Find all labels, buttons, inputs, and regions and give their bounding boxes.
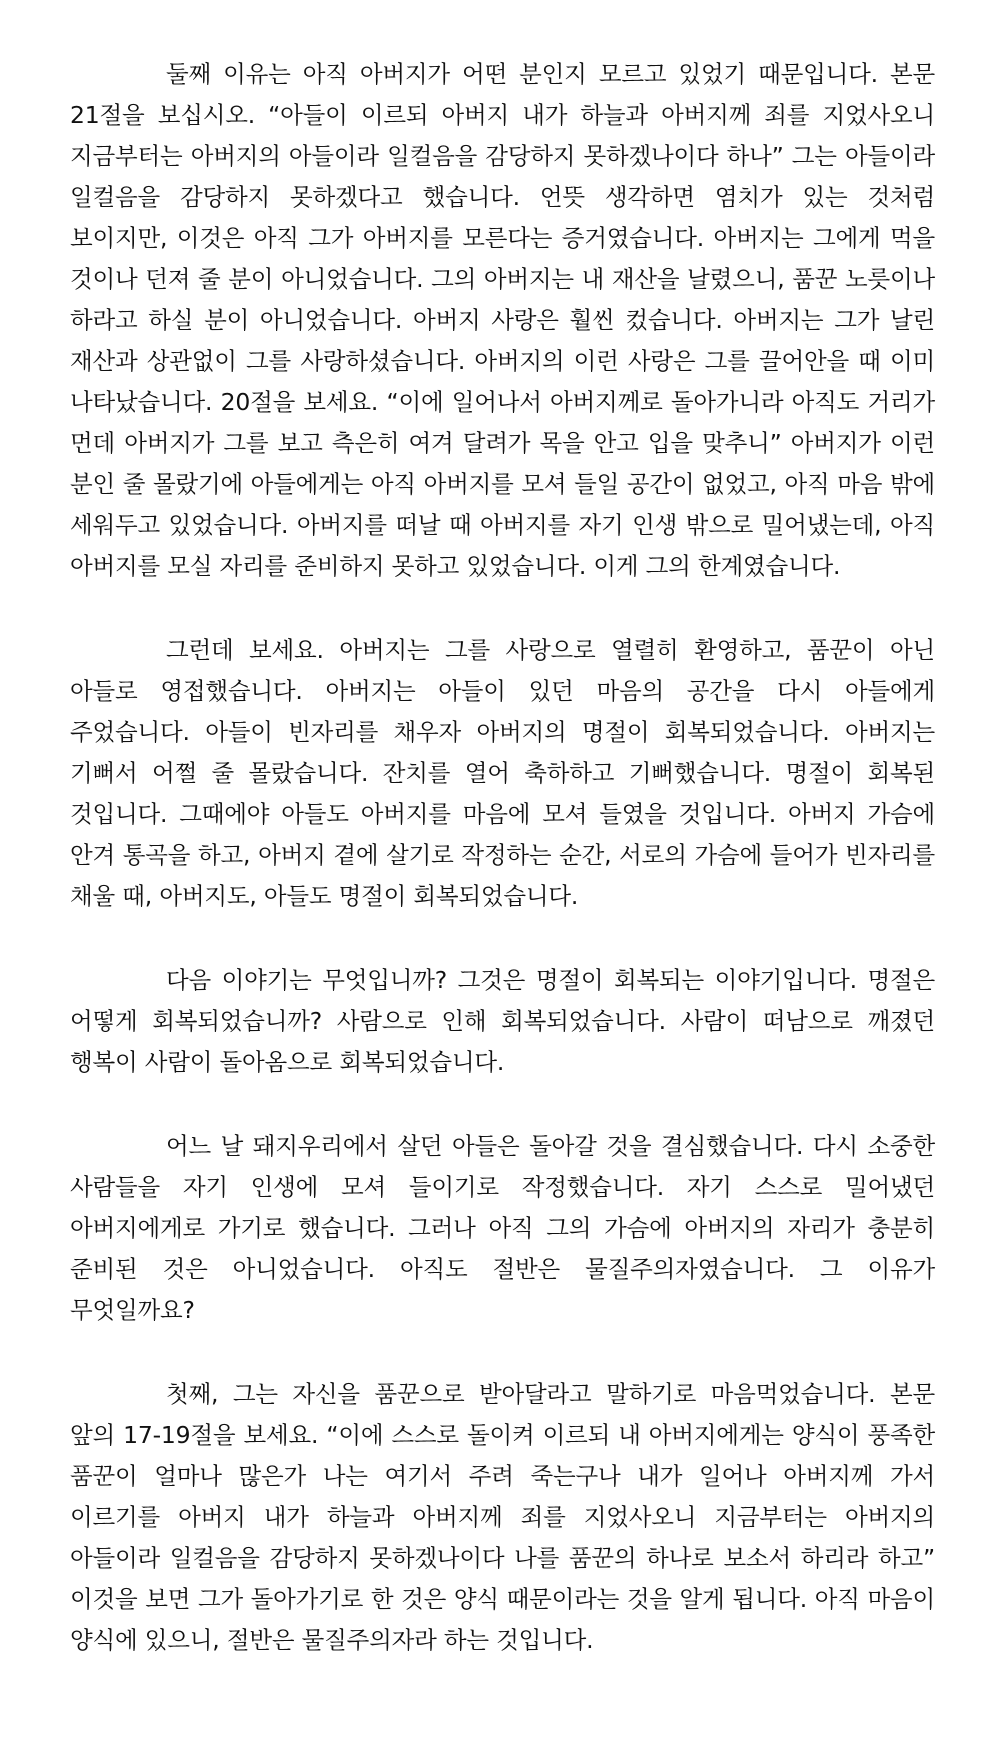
paragraph-1: 둘째 이유는 아직 아버지가 어떤 분인지 모르고 있었기 때문입니다. 본문 21절을 보십시오. “아들이 이르되 아버지 내가 하늘과 아버지께 죄를 지었사오니 지금부터는 아버지의 아들이라 일컬음을 감당하지 못하겠나이다 하나” 그는 아들이라 일컬음을 감당하지 못하겠다고 했습니다. 언뜻 생각하면 염치가 있는 것처럼 보이지만, 이것은 아직 그가 아버지를 모른다는 증거였습니다. 아버지는 그에게 먹을 것이나 던져 줄 분이 아니었습니다. 그의 아버지는 내 재산을 날렸으니, 품꾼 노릇이나 하라고 하실 분이 아니었습니다. 아버지 사랑은 훨씬 컸습니다. 아버지는 그가 날린 재산과 상관없이 그를 사랑하셨습니다. 아버지의 이런 사랑은 그를 끌어안을 때 이미 나타났습니다. 20절을 보세요. “이에 일어나서 아버지께로 돌아가니라 아직도 거리가 먼데 아버지가 그를 보고 측은히 여겨 달려가 목을 안고 입을 맞추니” 아버지가 이런 분인 줄 몰랐기에 아들에게는 아직 아버지를 모셔 들일 공간이 없었고, 아직 마음 밖에 세워두고 있었습니다. 아버지를 떠날 때 아버지를 자기 인생 밖으로 밀어냈는데, 아직 아버지를 모실 자리를 준비하지 못하고 있었습니다. 이게 그의 한계였습니다. [70, 60, 935, 580]
document-page [70, 54, 935, 1661]
paragraph-3: 다음 이야기는 무엇입니까? 그것은 명절이 회복되는 이야기입니다. 명절은 어떻게 회복되었습니까? 사람으로 인해 회복되었습니다. 사람이 떠남으로 깨졌던 행복이 사람이 돌아옴으로 회복되었습니다. [70, 966, 935, 1076]
paragraph-2: 그런데 보세요. 아버지는 그를 사랑으로 열렬히 환영하고, 품꾼이 아닌 아들로 영접했습니다. 아버지는 아들이 있던 마음의 공간을 다시 아들에게 주었습니다. 아들이 빈자리를 채우자 아버지의 명절이 회복되었습니다. 아버지는 기뻐서 어쩔 줄 몰랐습니다. 잔치를 열어 축하하고 기뻐했습니다. 명절이 회복된 것입니다. 그때에야 아들도 아버지를 마음에 모셔 들였을 것입니다. 아버지 가슴에 안겨 통곡을 하고, 아버지 곁에 살기로 작정하는 순간, 서로의 가슴에 들어가 빈자리를 채울 때, 아버지도, 아들도 명절이 회복되었습니다. [70, 636, 935, 910]
paragraph-5: 첫째, 그는 자신을 품꾼으로 받아달라고 말하기로 마음먹었습니다. 본문 앞의 17-19절을 보세요. “이에 스스로 돌이켜 이르되 내 아버지에게는 양식이 풍족한 품꾼이 얼마나 많은가 나는 여기서 주려 죽는구나 내가 일어나 아버지께 가서 이르기를 아버지 내가 하늘과 아버지께 죄를 지었사오니 지금부터는 아버지의 아들이라 일컬음을 감당하지 못하겠나이다 나를 품꾼의 하나로 보소서 하리라 하고” 이것을 보면 그가 돌아가기로 한 것은 양식 때문이라는 것을 알게 됩니다. 아직 마음이 양식에 있으니, 절반은 물질주의자라 하는 것입니다. [70, 1380, 935, 1654]
paragraph-4: 어느 날 돼지우리에서 살던 아들은 돌아갈 것을 결심했습니다. 다시 소중한 사람들을 자기 인생에 모셔 들이기로 작정했습니다. 자기 스스로 밀어냈던 아버지에게로 가기로 했습니다. 그러나 아직 그의 가슴에 아버지의 자리가 충분히 준비된 것은 아니었습니다. 아직도 절반은 물질주의자였습니다. 그 이유가 무엇일까요? [70, 1132, 935, 1324]
